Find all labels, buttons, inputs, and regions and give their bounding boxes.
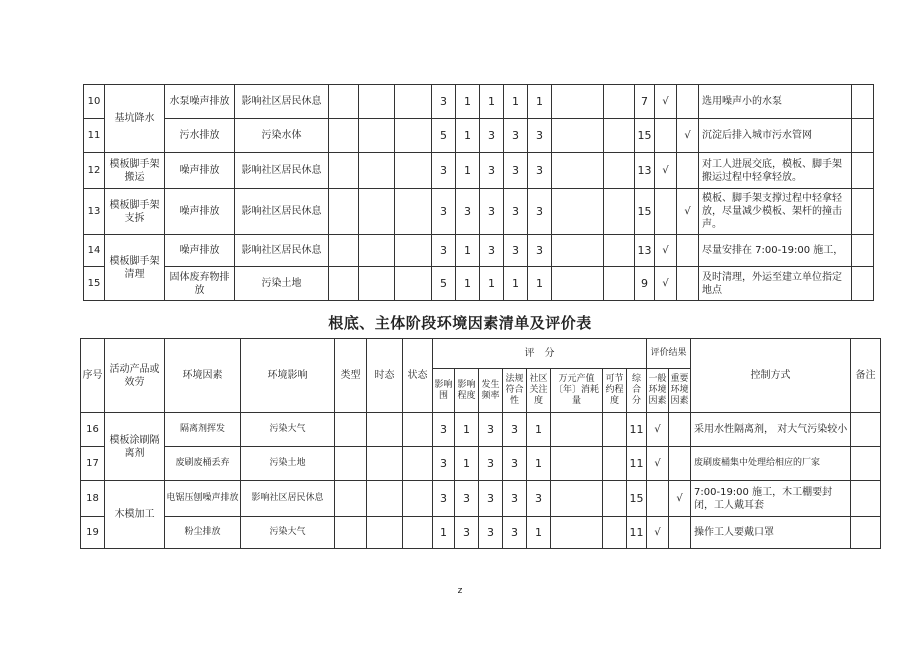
score-cell <box>603 447 627 481</box>
page-title: 根底、主体阶段环境因素清单及评价表 <box>328 314 592 332</box>
score-cell: 3 <box>433 481 455 517</box>
row-number: 14 <box>84 235 105 267</box>
general-check: √ <box>655 85 677 119</box>
impact-cell: 影响社区居民休息 <box>235 235 329 267</box>
major-check <box>677 153 699 189</box>
major-check <box>677 235 699 267</box>
score-cell: 3 <box>432 189 456 235</box>
row-number: 13 <box>84 189 105 235</box>
impact-cell: 影响社区居民休息 <box>241 481 335 517</box>
score-cell: 3 <box>480 189 504 235</box>
impact-cell: 污染大气 <box>241 517 335 549</box>
score-cell: 3 <box>504 153 528 189</box>
impact-cell: 污染水体 <box>235 119 329 153</box>
total-score: 11 <box>627 517 647 549</box>
general-check <box>655 189 677 235</box>
major-check: √ <box>677 189 699 235</box>
score-cell: 5 <box>432 267 456 301</box>
score-cell: 3 <box>503 517 527 549</box>
score-cell: 3 <box>479 517 503 549</box>
score-cell <box>604 85 635 119</box>
factor-cell: 污水排放 <box>165 119 235 153</box>
score-cell: 1 <box>456 267 480 301</box>
major-check: √ <box>677 119 699 153</box>
header-factor: 环境因素 <box>165 339 241 413</box>
control-method: 操作工人要戴口罩 <box>691 517 851 549</box>
score-cell: 3 <box>456 189 480 235</box>
score-cell: 3 <box>432 153 456 189</box>
score-cell: 3 <box>503 447 527 481</box>
total-score: 15 <box>635 119 655 153</box>
score-cell: 1 <box>456 153 480 189</box>
score-cell: 3 <box>433 447 455 481</box>
score-cell: 3 <box>455 517 479 549</box>
score-cell <box>551 481 603 517</box>
general-check: √ <box>655 235 677 267</box>
total-score: 13 <box>635 153 655 189</box>
score-cell <box>604 119 635 153</box>
score-cell: 1 <box>527 413 551 447</box>
score-cell: 1 <box>480 267 504 301</box>
factor-cell: 固体废弃物排放 <box>165 267 235 301</box>
score-cell <box>551 517 603 549</box>
activity-cell: 基坑降水 <box>105 85 165 153</box>
factor-cell: 隔离剂挥发 <box>165 413 241 447</box>
header-type: 类型 <box>335 339 367 413</box>
score-cell: 1 <box>480 85 504 119</box>
row-number: 17 <box>81 447 105 481</box>
major-check <box>677 85 699 119</box>
general-check: √ <box>655 267 677 301</box>
score-cell: 3 <box>504 189 528 235</box>
control-method: 模板、脚手架支撑过程中轻拿轻放，尽量减少模板、架杆的撞击声。 <box>699 189 852 235</box>
score-cell <box>551 447 603 481</box>
table-row <box>84 85 874 119</box>
score-cell: 3 <box>433 413 455 447</box>
general-check: √ <box>647 447 669 481</box>
score-cell: 3 <box>503 481 527 517</box>
header-impact: 环境影响 <box>241 339 335 413</box>
score-cell: 3 <box>504 235 528 267</box>
factor-cell: 噪声排放 <box>165 189 235 235</box>
score-cell: 3 <box>480 119 504 153</box>
row-number: 16 <box>81 413 105 447</box>
row-number: 10 <box>84 85 105 119</box>
factor-cell: 粉尘排放 <box>165 517 241 549</box>
header-remark: 备注 <box>851 339 881 413</box>
score-cell: 3 <box>432 85 456 119</box>
control-method: 采用水性隔离剂， 对大气污染较小 <box>691 413 851 447</box>
score-cell <box>604 153 635 189</box>
total-score: 15 <box>635 189 655 235</box>
score-cell: 3 <box>528 189 552 235</box>
score-cell <box>552 267 604 301</box>
score-cell <box>551 413 603 447</box>
activity-cell: 模板脚手架搬运 <box>105 153 165 189</box>
header-activity: 活动产品或效劳 <box>105 339 165 413</box>
score-cell: 1 <box>504 85 528 119</box>
total-score: 11 <box>627 447 647 481</box>
activity-cell: 木模加工 <box>105 481 165 549</box>
page-number: z <box>457 586 463 596</box>
total-score: 9 <box>635 267 655 301</box>
score-cell: 1 <box>527 447 551 481</box>
general-check: √ <box>655 153 677 189</box>
score-cell <box>552 235 604 267</box>
header-score-col: 法规符合性 <box>503 369 527 413</box>
header-score-col: 发生频率 <box>479 369 503 413</box>
score-cell: 3 <box>503 413 527 447</box>
activity-cell: 模板脚手架清理 <box>105 235 165 301</box>
score-cell: 3 <box>455 481 479 517</box>
control-method: 尽量安排在 7:00-19:00 施工， <box>699 235 852 267</box>
environment-factor-evaluation-table <box>80 338 881 549</box>
score-cell: 1 <box>504 267 528 301</box>
table-row <box>81 447 881 481</box>
table-row <box>84 153 874 189</box>
total-score: 13 <box>635 235 655 267</box>
impact-cell: 污染土地 <box>235 267 329 301</box>
general-check: √ <box>647 413 669 447</box>
factor-cell: 噪声排放 <box>165 235 235 267</box>
score-cell: 1 <box>456 85 480 119</box>
header-tense: 时态 <box>367 339 403 413</box>
control-method: 对工人进展交底，模板、脚手架搬运过程中轻拿轻放。 <box>699 153 852 189</box>
score-cell <box>552 85 604 119</box>
row-number: 18 <box>81 481 105 517</box>
factor-cell: 废刷废桶丢弃 <box>165 447 241 481</box>
score-cell: 1 <box>528 267 552 301</box>
score-cell: 1 <box>433 517 455 549</box>
header-score-col: 影响围 <box>433 369 455 413</box>
header-score-col: 可节约程度 <box>603 369 627 413</box>
table-row <box>81 481 881 517</box>
header-general: 一般环境因素 <box>647 369 669 413</box>
score-cell: 1 <box>456 119 480 153</box>
control-method: 7:00-19:00 施工，木工棚要封闭，工人戴耳套 <box>691 481 851 517</box>
major-check <box>669 517 691 549</box>
factor-cell: 水泵噪声排放 <box>165 85 235 119</box>
header-score-col: 影响程度 <box>455 369 479 413</box>
score-cell: 1 <box>455 413 479 447</box>
score-cell: 1 <box>527 517 551 549</box>
row-number: 11 <box>84 119 105 153</box>
general-check <box>655 119 677 153</box>
score-cell: 3 <box>479 413 503 447</box>
score-cell: 1 <box>455 447 479 481</box>
score-cell: 3 <box>527 481 551 517</box>
total-score: 15 <box>627 481 647 517</box>
score-cell <box>552 189 604 235</box>
score-cell: 3 <box>479 447 503 481</box>
major-check: √ <box>669 481 691 517</box>
header-score-col: 万元产值〔年〕消耗量 <box>551 369 603 413</box>
impact-cell: 影响社区居民休息 <box>235 85 329 119</box>
general-check: √ <box>647 517 669 549</box>
header-result: 评价结果 <box>647 339 691 369</box>
score-cell: 3 <box>480 235 504 267</box>
table-header-row <box>81 339 881 369</box>
factor-cell: 噪声排放 <box>165 153 235 189</box>
activity-cell: 模板涂刷隔离剂 <box>105 413 165 481</box>
header-no: 序号 <box>81 339 105 413</box>
major-check <box>669 413 691 447</box>
general-check <box>647 481 669 517</box>
score-cell <box>603 413 627 447</box>
score-cell: 3 <box>479 481 503 517</box>
total-score: 11 <box>627 413 647 447</box>
control-method: 废刷废桶集中处理给相应的厂家 <box>691 447 851 481</box>
impact-cell: 影响社区居民休息 <box>235 153 329 189</box>
impact-cell: 影响社区居民休息 <box>235 189 329 235</box>
table-row <box>84 267 874 301</box>
table-row <box>81 517 881 549</box>
table-row <box>84 235 874 267</box>
score-cell: 1 <box>528 85 552 119</box>
header-control: 控制方式 <box>691 339 851 413</box>
score-cell <box>552 119 604 153</box>
table-row <box>81 413 881 447</box>
score-cell <box>604 267 635 301</box>
row-number: 12 <box>84 153 105 189</box>
score-cell <box>552 153 604 189</box>
score-cell: 5 <box>432 119 456 153</box>
row-number: 15 <box>84 267 105 301</box>
table-row <box>84 189 874 235</box>
score-cell <box>604 235 635 267</box>
control-method: 选用噪声小的水泵 <box>699 85 852 119</box>
impact-cell: 污染大气 <box>241 413 335 447</box>
score-cell: 3 <box>528 153 552 189</box>
row-number: 19 <box>81 517 105 549</box>
control-method: 沉淀后排入城市污水管网 <box>699 119 852 153</box>
factor-cell: 电锯压刨噪声排放 <box>165 481 241 517</box>
total-score: 7 <box>635 85 655 119</box>
major-check <box>677 267 699 301</box>
score-cell: 3 <box>528 119 552 153</box>
major-check <box>669 447 691 481</box>
header-major: 重要环境因素 <box>669 369 691 413</box>
header-state: 状态 <box>403 339 433 413</box>
score-cell <box>604 189 635 235</box>
activity-cell: 模板脚手架支拆 <box>105 189 165 235</box>
environment-factor-table-continued <box>83 84 874 301</box>
table-row <box>84 119 874 153</box>
score-cell <box>603 481 627 517</box>
header-score-col: 综合分 <box>627 369 647 413</box>
score-cell <box>603 517 627 549</box>
control-method: 及时清理，外运至建立单位指定地点 <box>699 267 852 301</box>
header-score: 评 分 <box>433 339 647 369</box>
score-cell: 3 <box>528 235 552 267</box>
score-cell: 3 <box>480 153 504 189</box>
impact-cell: 污染土地 <box>241 447 335 481</box>
header-score-col: 社区关注度 <box>527 369 551 413</box>
score-cell: 3 <box>504 119 528 153</box>
score-cell: 3 <box>432 235 456 267</box>
score-cell: 1 <box>456 235 480 267</box>
